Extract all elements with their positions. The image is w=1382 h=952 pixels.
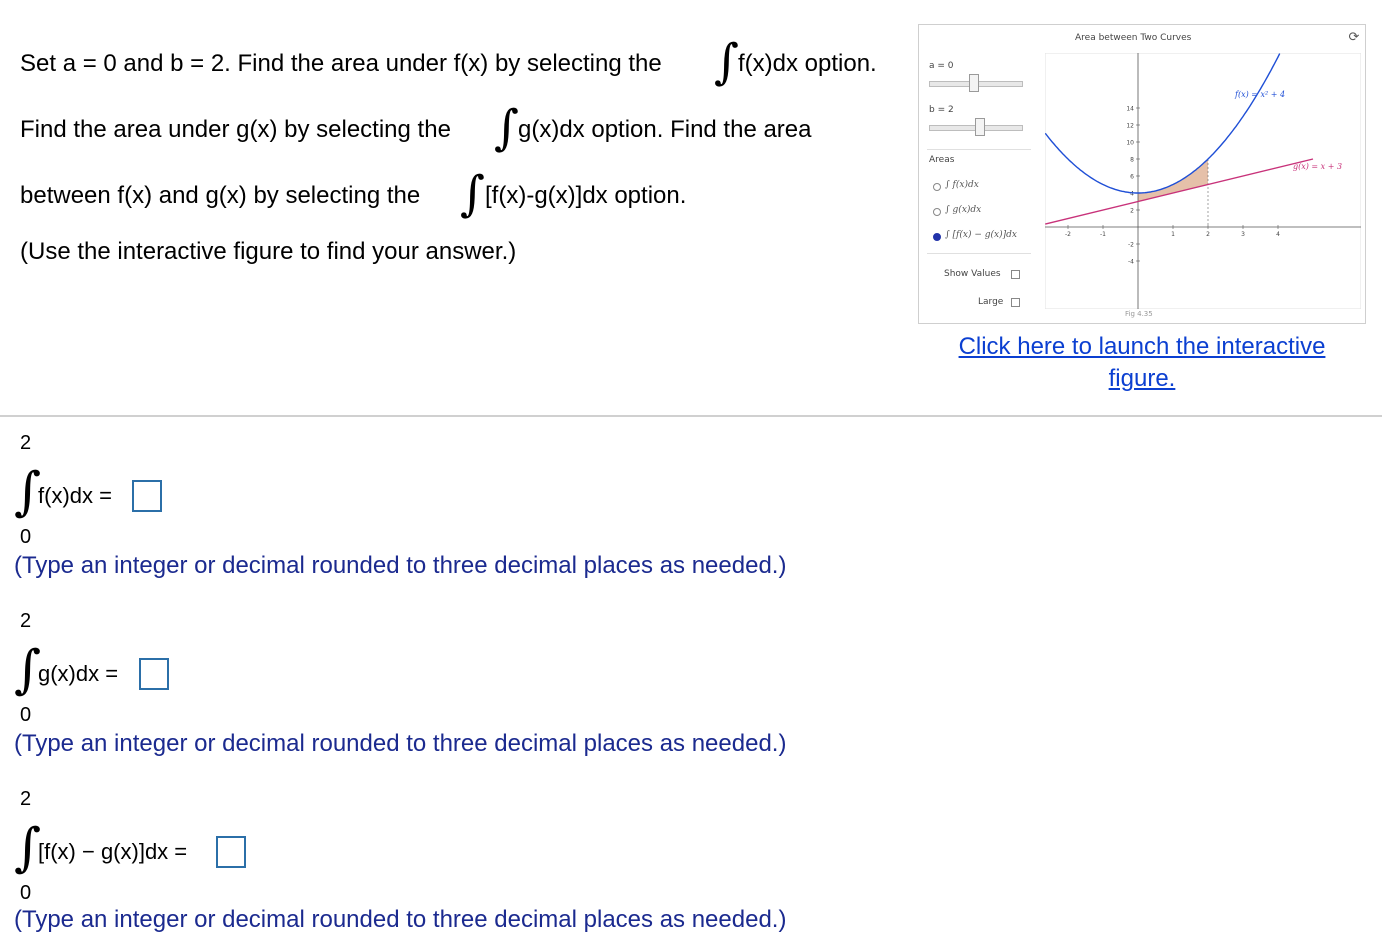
x-tick-label: -2 <box>1065 231 1071 238</box>
option-g-integral: ∫ g(x)dx <box>945 205 982 215</box>
x-tick-label: 3 <box>1241 231 1245 238</box>
option-fg-integral: ∫ [f(x) − g(x)]dx <box>945 230 1017 240</box>
answer-hint: (Type an integer or decimal rounded to three decimal places as needed.) <box>14 730 787 757</box>
g-label: g(x) = x + 3 <box>1293 162 1343 171</box>
y-tick-label: 10 <box>1126 139 1134 147</box>
x-tick-label: 2 <box>1206 231 1210 238</box>
y-tick-label: -4 <box>1128 258 1134 266</box>
area-graph <box>1045 53 1361 309</box>
upper-limit: 2 <box>20 432 32 454</box>
slider-b-label: b = 2 <box>929 105 954 115</box>
lower-limit: 0 <box>20 882 32 904</box>
integral-symbol: ∫ <box>460 166 486 222</box>
reset-icon[interactable]: ⟳ <box>1348 30 1360 45</box>
x-tick-label: -1 <box>1100 231 1106 238</box>
y-tick-label: 14 <box>1126 105 1134 113</box>
launch-link-line-1[interactable]: Click here to launch the interactive <box>958 333 1326 360</box>
integrand-expression: f(x)dx = <box>38 483 112 508</box>
answer-input-fg-integral[interactable] <box>216 836 246 868</box>
integrand-expression: [f(x) − g(x)]dx = <box>38 839 188 864</box>
y-tick-label: 6 <box>1130 173 1134 181</box>
question-line-1-integrand: f(x)dx option. <box>738 50 877 77</box>
lower-limit: 0 <box>20 526 32 548</box>
radio-f-integral[interactable] <box>933 183 941 191</box>
slider-a-label: a = 0 <box>929 61 954 71</box>
lower-limit: 0 <box>20 704 32 726</box>
question-line-1 <box>20 50 662 78</box>
answer-input-f-integral[interactable] <box>132 480 162 512</box>
question-line-2-integrand: g(x)dx option. Find the area <box>518 116 812 143</box>
slider-b-thumb[interactable] <box>975 118 985 136</box>
integral-symbol: ∫ <box>14 462 42 522</box>
integrand-expression: g(x)dx = <box>38 661 119 686</box>
y-tick-label: 4 <box>1130 190 1134 198</box>
question-line-1-text: Set a = 0 and b = 2. Find the area under f(x) by selecting the <box>20 50 662 77</box>
y-tick-label: 8 <box>1130 156 1134 164</box>
integral-symbol: ∫ <box>494 100 520 156</box>
y-tick-label: 2 <box>1130 207 1134 215</box>
areas-label: Areas <box>929 155 955 165</box>
figure-title: Area between Two Curves <box>1075 33 1192 43</box>
answer-hint: (Type an integer or decimal rounded to three decimal places as needed.) <box>14 552 787 579</box>
y-tick-label: -2 <box>1128 241 1134 249</box>
answer-hint: (Type an integer or decimal rounded to three decimal places as needed.) <box>14 906 787 933</box>
large-label: Large <box>978 297 1004 307</box>
interactive-figure-thumbnail[interactable] <box>918 24 1366 324</box>
question-line-2: Find the area under g(x) by selecting the <box>20 116 451 143</box>
option-f-integral: ∫ f(x)dx <box>945 180 979 190</box>
integral-symbol: ∫ <box>714 34 740 90</box>
f-label: f(x) = x² + 4 <box>1235 90 1286 99</box>
integral-symbol: ∫ <box>14 640 42 700</box>
show-values-label: Show Values <box>944 269 1001 279</box>
integral-symbol: ∫ <box>14 818 42 878</box>
upper-limit: 2 <box>20 788 32 810</box>
launch-link-line-2[interactable]: figure. <box>1108 365 1176 392</box>
question-line-3-integrand: [f(x)-g(x)]dx option. <box>485 182 687 209</box>
x-tick-label: 1 <box>1171 231 1175 238</box>
radio-fg-integral[interactable] <box>933 233 941 241</box>
upper-limit: 2 <box>20 610 32 632</box>
section-divider <box>0 415 1382 417</box>
show-values-checkbox[interactable] <box>1011 270 1020 279</box>
answer-input-g-integral[interactable] <box>139 658 169 690</box>
question-line-3: between f(x) and g(x) by selecting the <box>20 182 421 209</box>
radio-g-integral[interactable] <box>933 208 941 216</box>
large-checkbox[interactable] <box>1011 298 1020 307</box>
x-tick-label: 4 <box>1276 231 1280 238</box>
question-note: (Use the interactive figure to find your answer.) <box>20 238 517 265</box>
y-tick-label: 12 <box>1126 122 1134 130</box>
slider-a-thumb[interactable] <box>969 74 979 92</box>
launch-figure-link[interactable] <box>930 331 1354 395</box>
figure-caption: Fig 4.35 <box>1125 310 1153 318</box>
